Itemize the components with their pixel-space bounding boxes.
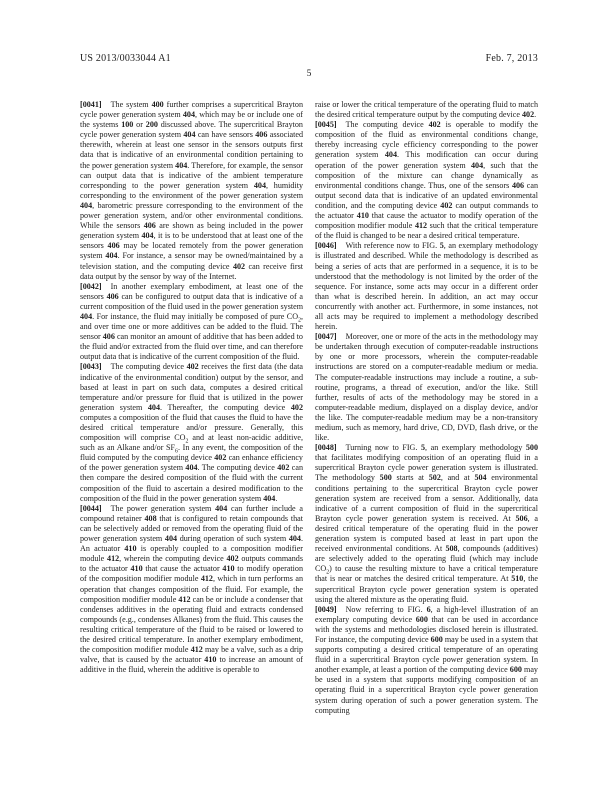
patent-paragraph-0042: [0042] In another exemplary embodiment, at least one of the sensors 406 can be configured to output data that is indicative of a current composition of the fluid used in the power generation system 404. For instance, the fluid may initially be composed of pure $CO_2$, and over time one or more additives can be added to the fluid. The sensor 406 can monitor an amount of additive that has been added to the fluid and/or extracted from the fluid over time, and can therefore output data that is indicative of the current composition of the fluid. — [80, 281, 303, 362]
page-header — [80, 53, 538, 64]
page-number: 5 — [306, 69, 312, 79]
paragraph-continuation: raise or lower the critical temperature of the operating fluid to match the desired critical temperature output by the computing device 402. — [315, 100, 538, 120]
right-column — [315, 100, 538, 716]
patent-paragraph-0044: [0044] The power generation system 404 can further include a compound retainer 408 that is configured to retain compounds that can be selectively added or removed from the operating fluid of the power generation system 404 during operation of such system 404. An actuator 410 is operably coupled to a composition modifier module 412, wherein the computing device 402 outputs commands to the actuator 410 that cause the actuator 410 to modify operation of the composition modifier module 412, which in turn performs an operation that changes composition of the fluid. For example, the composition modifier module 412 can be or include a condenser that condenses additives in the operating fluid and extracts condensed compounds (e.g., condenses Alkanes) from the fluid. This causes the resulting critical temperature of the fluid to be raised or lowered to the desired critical temperature. In another exemplary embodiment, the composition modifier module 412 may be a valve, such as a drip valve, that is caused by the actuator 410 to increase an amount of additive in the fluid, wherein the additive is operable to — [80, 503, 304, 675]
publication-date: Feb. 7, 2013 — [485, 53, 538, 64]
left-column — [80, 100, 303, 716]
publication-number: US 2013/0033044 A1 — [80, 53, 171, 64]
patent-paragraph-0045: [0045] The computing device 402 is operable to modify the composition of the fluid as environmental conditions change, thereby increasing cycle efficiency corresponding to the power generation system 404. This modification can occur during operation of the power generation system 404, such that the composition of the mixture can change dynamically as environmental conditions change. Thus, one of the sensors 406 can output second data that is indicative of an updated environmental condition, and the computing device 402 can output commands to the actuator 410 that cause the actuator to modify operation of the composition modifier module 412 such that the critical temperature of the fluid is changed to be near a desired critical temperature. — [315, 120, 538, 241]
patent-paragraph-0048: [0048] Turning now to FIG. 5, an exemplary methodology 500 that facilitates modifying composition of an operating fluid in a supercritical Brayton cycle power generation system is illustrated. The methodology 500 starts at 502, and at 504 environmental conditions pertaining to the supercritical Brayton cycle power generation system are received from a sensor. Additionally, data indicative of a current composition of fluid in the supercritical Brayton cycle power generation system is received. At 506, a desired critical temperature of the operating fluid in the power generation system is computed based at least in part upon the received environmental conditions. At 508, compounds (additives) are selectively added to the operating fluid (which may include $CO_2$) to cause the resulting mixture to have a critical temperature that is near or matches the desired critical temperature. At 510, the supercritical Brayton cycle power generation system is operated using the altered mixture as the operating fluid. — [315, 443, 539, 604]
patent-paragraph-0047: [0047] Moreover, one or more of the acts in the methodology may be undertaken through execution of computer-readable instructions by one or more processors, wherein the computer-readable instructions are stored on a computer-readable medium or media. The computer-readable instructions may include a routine, a sub-routine, programs, a thread of execution, and/or the like. Still further, results of acts of the methodology may be stored in a computer-readable medium, displayed on a display device, and/or the like. The computer-readable medium may be a non-transitory medium, such as memory, hard drive, CD, DVD, flash drive, or the like. — [315, 332, 538, 443]
patent-paragraph-0041: [0041] The system 400 further comprises a supercritical Brayton cycle power generation system 404, which may be or include one of the systems 100 or 200 discussed above. The supercritical Brayton cycle power generation system 404 can have sensors 406 associated therewith, wherein at least one sensor in the sensors outputs first data that is indicative of an environmental condition pertaining to the power generation system 404. Therefore, for example, the sensor can output data that is indicative of the ambient temperature corresponding to the power generation system 404, humidity corresponding to the environment of the power generation system 404, barometric pressure corresponding to the environment of the power generation system, and/or other environmental conditions. While the sensors 406 are shown as being included in the power generation system 404, it is to be understood that at least one of the sensors 406 may be located remotely from the power generation system 404. For instance, a sensor may be owned/maintained by a television station, and the computing device 402 can receive first data output by the sensor by way of the Internet. — [80, 100, 304, 281]
patent-paragraph-0049: [0049] Now referring to FIG. 6, a high-level illustration of an exemplary computing device 600 that can be used in accordance with the systems and methodologies disclosed herein is illustrated. For instance, the computing device 600 may be used in a system that supports computing a desired critical temperature of an operating fluid in a supercritical Brayton cycle power generation system. In another example, at least a portion of the computing device 600 may be used in a system that supports modifying composition of an operating fluid in a supercritical Brayton cycle power generation system during operation of such a power generation system. The computing — [315, 604, 539, 715]
patent-paragraph-0046: [0046] With reference now to FIG. 5, an exemplary methodology is illustrated and described. While the methodology is described as being a series of acts that are performed in a sequence, it is to be understood that the methodology is not limited by the order of the sequence. For instance, some acts may occur in a different order than what is described herein. In addition, an act may occur concurrently with another act. Furthermore, in some instances, not all acts may be required to implement a methodology described herein. — [315, 241, 539, 332]
patent-paragraph-0043: [0043] The computing device 402 receives the first data (the data indicative of the environmental condition) output by the sensor, and based at least in part on such data, computes a desired critical temperature and/or pressure for fluid that is utilized in the power generation system 404. Thereafter, the computing device 402 computes a composition of the fluid that causes the fluid to have the desired critical temperature and/or pressure. Generally, this composition will comprise $CO_2$ and at least non-acidic additive, such as an Alkane and/or $SF_6$. In any event, the composition of the fluid computed by the computing device 402 can enhance efficiency of the power generation system 404. The computing device 402 can then compare the desired composition of the fluid with the current composition of the fluid to ascertain a desired modification to the composition of the fluid in the power generation system 404. — [80, 362, 304, 503]
text-body — [80, 100, 538, 716]
